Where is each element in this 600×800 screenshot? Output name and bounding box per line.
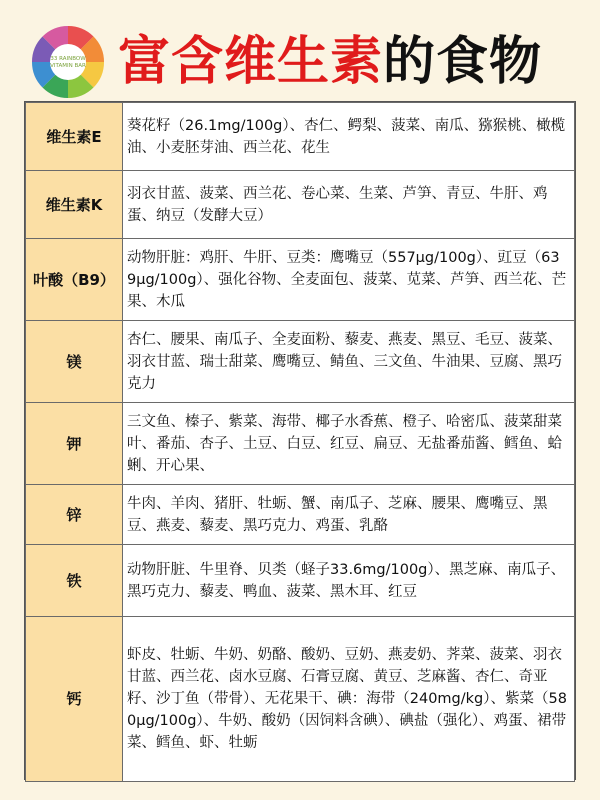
row-label: 叶酸（B9） bbox=[26, 239, 123, 321]
food-table bbox=[24, 101, 576, 780]
rainbow-vitamin-logo bbox=[30, 24, 106, 100]
table-row bbox=[26, 321, 575, 403]
row-content: 葵花籽（26.1mg/100g）、杏仁、鳄梨、菠菜、南瓜、猕猴桃、橄榄油、小麦胚芽油、西兰花、花生 bbox=[123, 103, 575, 171]
row-label: 钙 bbox=[26, 617, 123, 782]
logo-text-line2: VITAMIN BAR bbox=[50, 63, 86, 69]
table-row bbox=[26, 545, 575, 617]
table-row bbox=[26, 171, 575, 239]
logo-text-line1: 33 RAINBOW bbox=[50, 56, 86, 62]
table-row bbox=[26, 617, 575, 782]
page-title bbox=[118, 26, 588, 98]
title-black-part: 的食物 bbox=[383, 32, 543, 92]
row-label: 维生素K bbox=[26, 171, 123, 239]
row-content: 羽衣甘蓝、菠菜、西兰花、卷心菜、生菜、芦笋、青豆、牛肝、鸡蛋、纳豆（发酵大豆） bbox=[123, 171, 575, 239]
table-row bbox=[26, 239, 575, 321]
row-content: 虾皮、牡蛎、牛奶、奶酪、酸奶、豆奶、燕麦奶、荠菜、菠菜、羽衣甘蓝、西兰花、卤水豆腐、石膏豆腐、黄豆、芝麻酱、杏仁、奇亚籽、沙丁鱼（带骨）、无花果干、碘：海带（240mg/kg）、紫菜（580μg/100g）、牛奶、酸奶（因饲料含碘）、碘盐（强化）、鸡蛋、裙带菜、鳕鱼、虾、牡蛎 bbox=[123, 617, 575, 782]
row-content: 杏仁、腰果、南瓜子、全麦面粉、藜麦、燕麦、黑豆、毛豆、菠菜、羽衣甘蓝、瑞士甜菜、鹰嘴豆、鲭鱼、三文鱼、牛油果、豆腐、黑巧克力 bbox=[123, 321, 575, 403]
table-row bbox=[26, 403, 575, 485]
row-label: 锌 bbox=[26, 485, 123, 545]
row-content: 三文鱼、榛子、紫菜、海带、椰子水香蕉、橙子、哈密瓜、菠菜甜菜叶、番茄、杏子、土豆、白豆、红豆、扁豆、无盐番茄酱、鳕鱼、蛤蜊、开心果、 bbox=[123, 403, 575, 485]
table-row bbox=[26, 103, 575, 171]
title-red-part: 富含维生素 bbox=[118, 32, 384, 92]
row-content: 动物肝脏、牛里脊、贝类（蛏子33.6mg/100g）、黑芝麻、南瓜子、黑巧克力、藜麦、鸭血、菠菜、黑木耳、红豆 bbox=[123, 545, 575, 617]
row-label: 铁 bbox=[26, 545, 123, 617]
header bbox=[0, 0, 600, 100]
row-label: 维生素E bbox=[26, 103, 123, 171]
row-content: 牛肉、羊肉、猪肝、牡蛎、蟹、南瓜子、芝麻、腰果、鹰嘴豆、黑豆、燕麦、藜麦、黑巧克力、鸡蛋、乳酪 bbox=[123, 485, 575, 545]
row-label: 镁 bbox=[26, 321, 123, 403]
row-label: 钾 bbox=[26, 403, 123, 485]
row-content: 动物肝脏：鸡肝、牛肝、豆类：鹰嘴豆（557μg/100g）、豇豆（639μg/100g）、强化谷物、全麦面包、菠菜、苋菜、芦笋、西兰花、芒果、木瓜 bbox=[123, 239, 575, 321]
vitamin-wheel-icon bbox=[30, 24, 106, 100]
nutrient-table bbox=[25, 102, 575, 782]
table-row bbox=[26, 485, 575, 545]
